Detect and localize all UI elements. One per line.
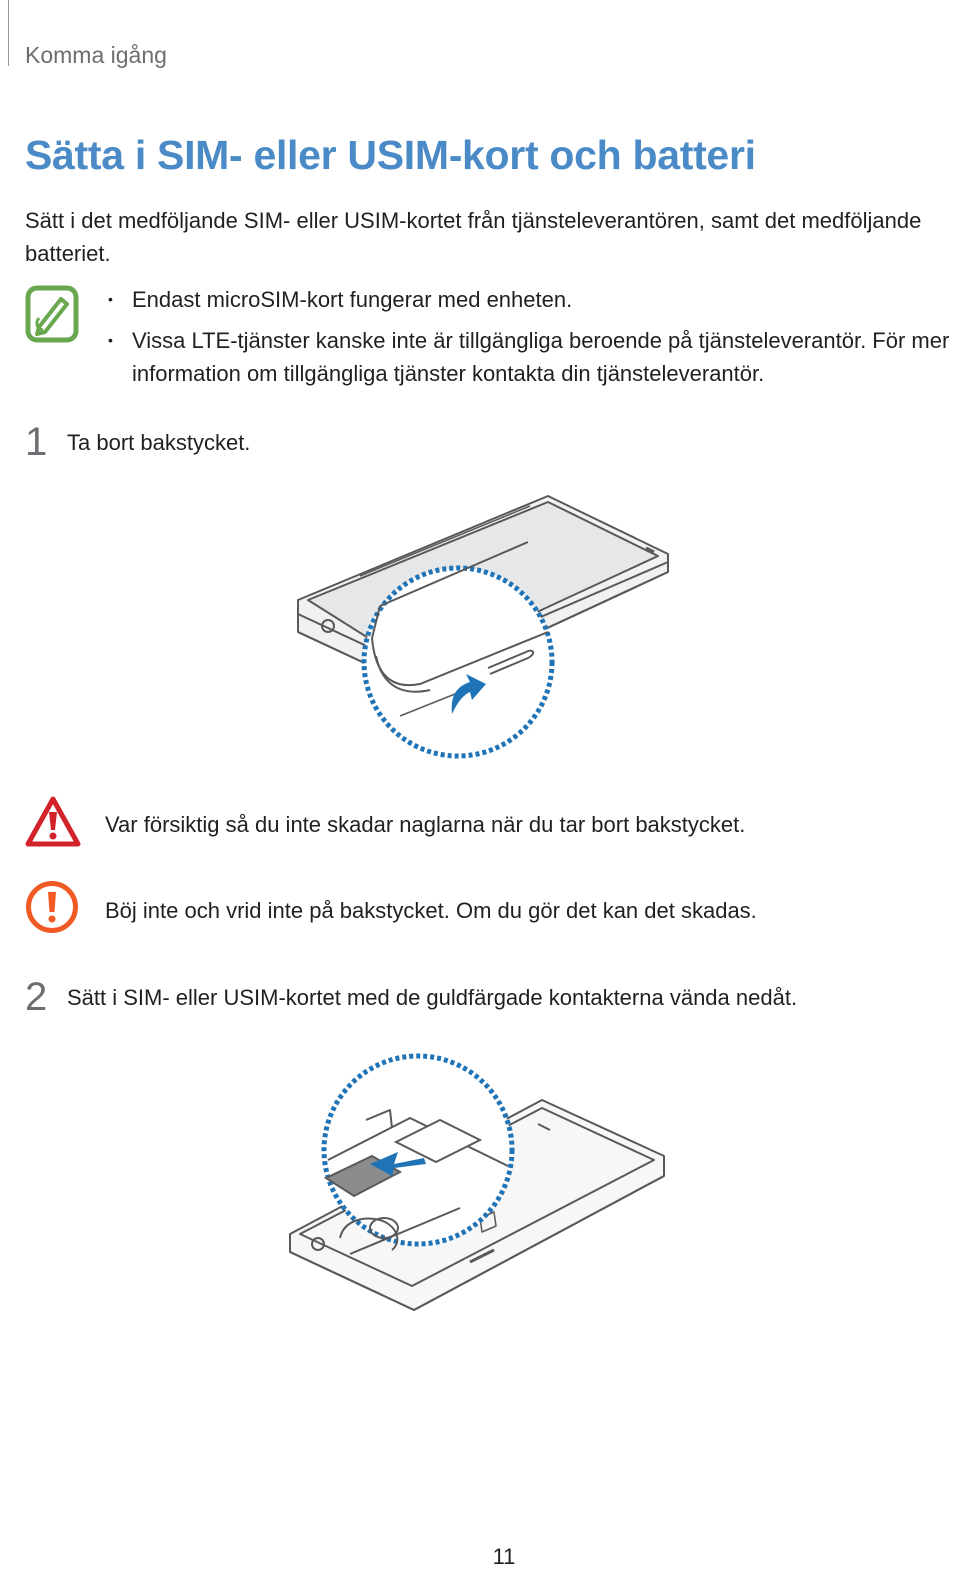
- warning-text: Var försiktig så du inte skadar naglarna när du tar bort bakstycket.: [105, 812, 746, 837]
- note-icon: [25, 285, 79, 348]
- note-list: [108, 283, 958, 390]
- note-item: [108, 324, 958, 390]
- step-text: Sätt i SIM- eller USIM-kortet med de guldfärgade kontakterna vända nedåt.: [67, 985, 798, 1010]
- insert-sim-illustration: [280, 1048, 680, 1318]
- step-text: Ta bort bakstycket.: [67, 430, 251, 455]
- remove-back-cover-illustration: [280, 488, 680, 768]
- note-text: Endast microSIM-kort fungerar med enheten.: [132, 287, 573, 312]
- section-header: Komma igång: [25, 42, 167, 68]
- caution-circle-icon: [25, 880, 79, 934]
- step-number: 2: [25, 975, 48, 1019]
- page-title: Sätta i SIM- eller USIM-kort och batteri: [25, 132, 756, 178]
- note-item: [108, 283, 958, 316]
- margin-rule: [8, 0, 9, 66]
- note-text: Vissa LTE-tjänster kanske inte är tillgängliga beroende på tjänsteleverantör. För mer: [132, 328, 950, 353]
- caution-text: Böj inte och vrid inte på bakstycket. Om du gör det kan det skadas.: [105, 898, 757, 923]
- note-text: information om tillgängliga tjänster kontakta din tjänsteleverantör.: [132, 361, 765, 386]
- step-number: 1: [25, 420, 48, 464]
- warning-triangle-icon: [25, 796, 81, 848]
- page-number: 11: [492, 1544, 516, 1569]
- intro-paragraph: Sätt i det medföljande SIM- eller USIM-kortet från tjänsteleverantören, samt det medföljande batteriet.: [25, 208, 922, 266]
